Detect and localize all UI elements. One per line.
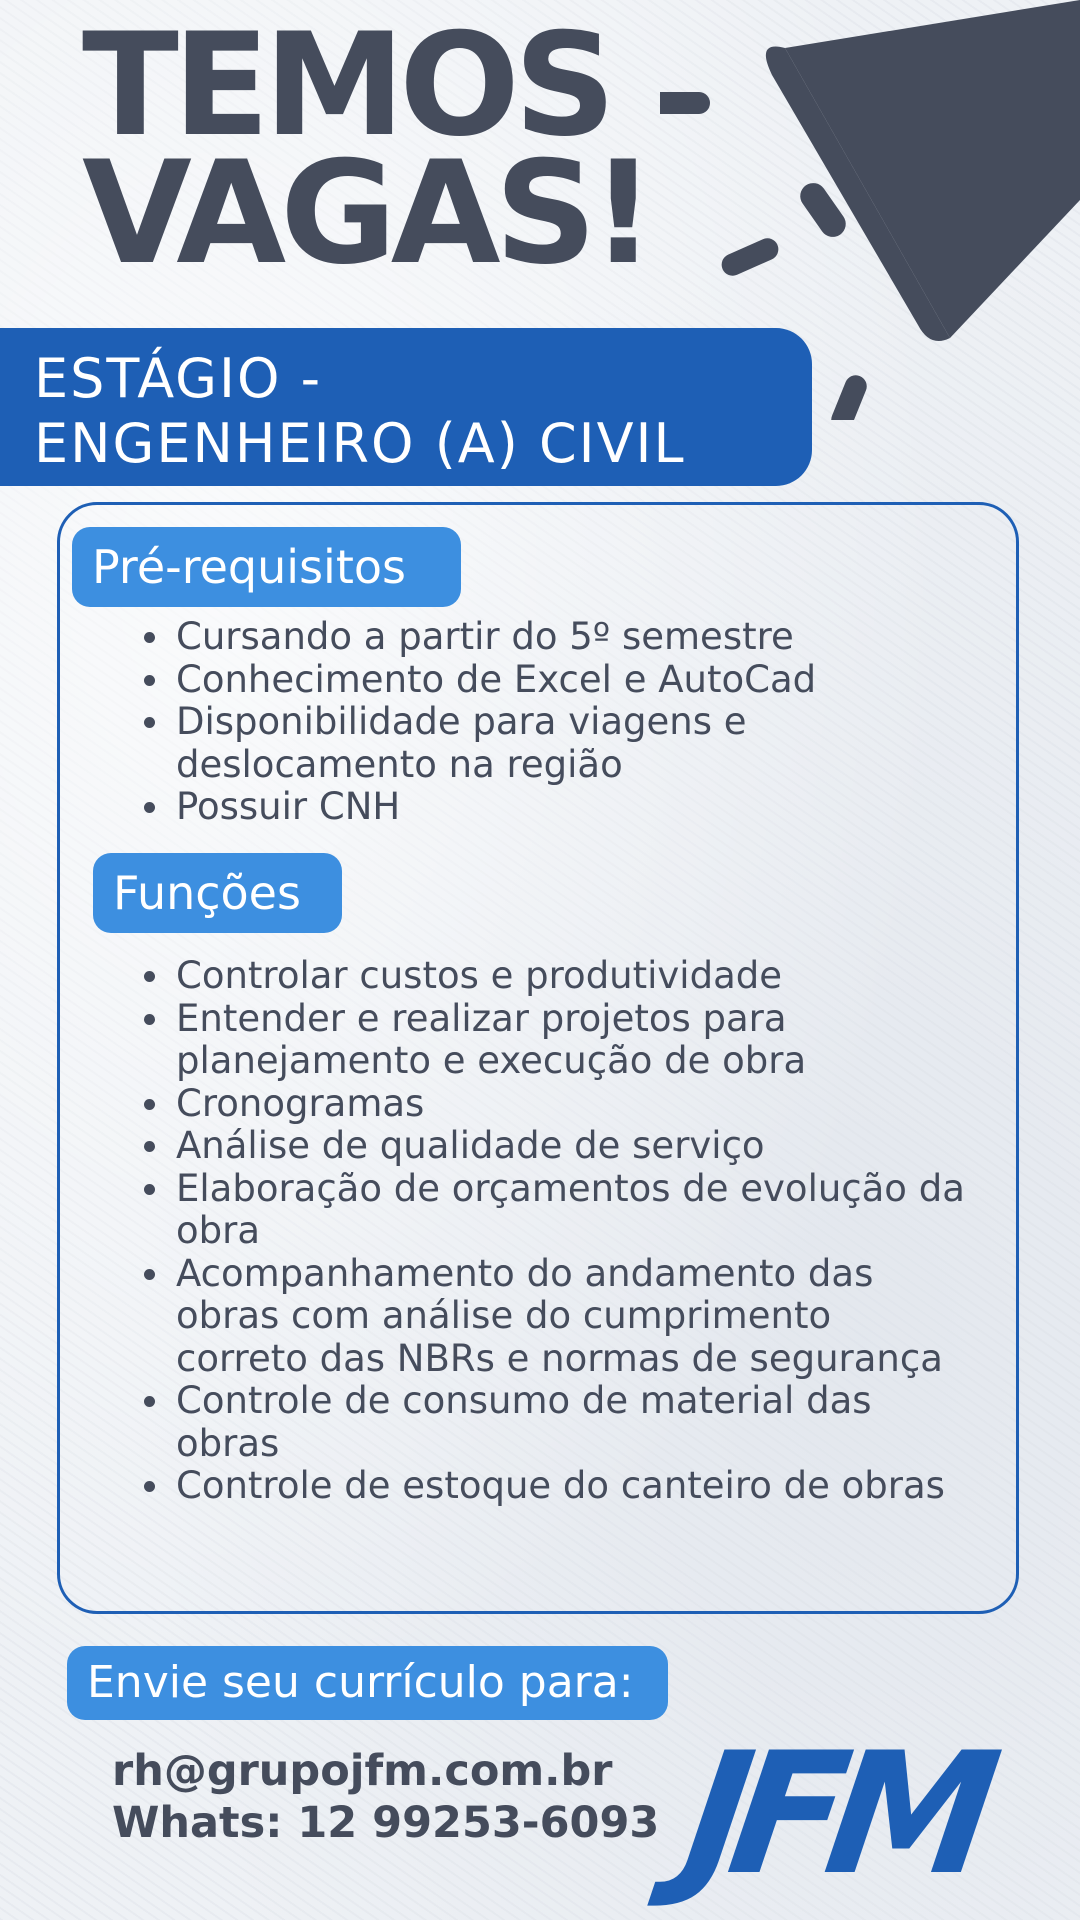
contact-info bbox=[112, 1745, 659, 1849]
cta-label: Envie seu currículo para: bbox=[67, 1646, 668, 1720]
list-item: Cursando a partir do 5º semestre bbox=[140, 616, 970, 659]
functions-list bbox=[140, 955, 970, 1508]
list-item: Análise de qualidade de serviço bbox=[140, 1125, 970, 1168]
list-item: Controle de consumo de material das obras bbox=[140, 1380, 970, 1465]
list-item: Elaboração de orçamentos de evolução da obra bbox=[140, 1168, 970, 1253]
list-item: Conhecimento de Excel e AutoCad bbox=[140, 659, 970, 702]
list-item: Controlar custos e produtividade bbox=[140, 955, 970, 998]
company-logo: JFM bbox=[674, 1716, 993, 1912]
list-item: Disponibilidade para viagens e deslocamento na região bbox=[140, 701, 970, 786]
contact-whatsapp[interactable]: Whats: 12 99253-6093 bbox=[112, 1798, 660, 1848]
headline bbox=[82, 3, 650, 296]
list-item: Cronogramas bbox=[140, 1083, 970, 1126]
headline-line-1: TEMOS bbox=[82, 3, 611, 168]
requirements-list bbox=[140, 616, 970, 829]
position-title bbox=[34, 346, 686, 476]
position-title-line-1: ESTÁGIO - bbox=[34, 347, 323, 410]
contact-email[interactable]: rh@grupojfm.com.br bbox=[112, 1746, 613, 1796]
position-title-banner bbox=[0, 328, 812, 486]
list-item: Acompanhamento do andamento das obras com análise do cumprimento correto das NBRs e normas de segurança bbox=[140, 1253, 970, 1381]
functions-heading: Funções bbox=[93, 853, 342, 933]
list-item: Possuir CNH bbox=[140, 786, 970, 829]
list-item: Controle de estoque do canteiro de obras bbox=[140, 1465, 970, 1508]
headline-line-2: VAGAS! bbox=[82, 131, 650, 296]
requirements-heading: Pré-requisitos bbox=[72, 527, 461, 607]
list-item: Entender e realizar projetos para planejamento e execução de obra bbox=[140, 998, 970, 1083]
position-title-line-2: ENGENHEIRO (A) CIVIL bbox=[34, 412, 686, 475]
